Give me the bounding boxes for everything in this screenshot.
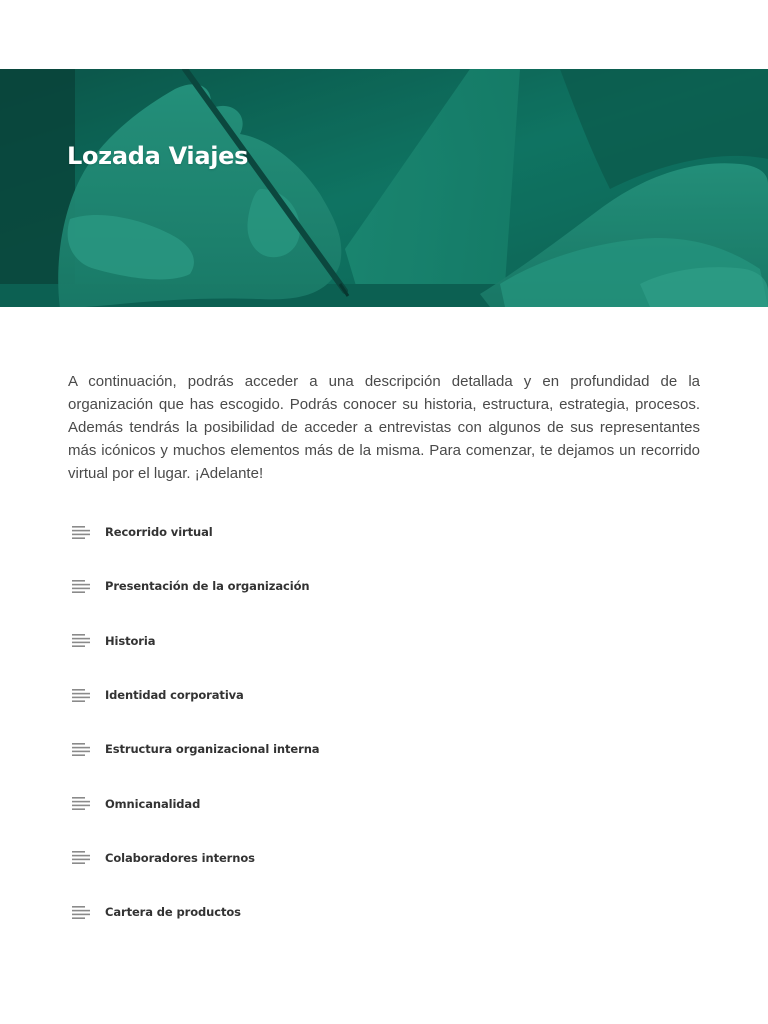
menu-item-presentacion[interactable] (72, 559, 692, 613)
menu-item-label: Cartera de productos (105, 905, 241, 920)
section-menu (72, 505, 692, 939)
hero-image-hands-writing (0, 69, 768, 307)
text-lines-icon (72, 797, 90, 810)
menu-item-identidad-corporativa[interactable] (72, 668, 692, 722)
menu-item-recorrido-virtual[interactable] (72, 505, 692, 559)
menu-item-cartera-de-productos[interactable] (72, 885, 692, 939)
menu-item-label: Omnicanalidad (105, 796, 201, 811)
menu-item-label: Colaboradores internos (105, 850, 255, 865)
menu-item-label: Historia (105, 633, 156, 648)
text-lines-icon (72, 634, 90, 647)
text-lines-icon (72, 689, 90, 702)
menu-item-label: Presentación de la organización (105, 579, 310, 594)
page-title: Lozada Viajes (67, 142, 249, 170)
text-lines-icon (72, 851, 90, 864)
menu-item-label: Recorrido virtual (105, 525, 213, 540)
menu-item-historia[interactable] (72, 614, 692, 668)
menu-item-label: Identidad corporativa (105, 688, 244, 703)
menu-item-omnicanalidad[interactable] (72, 776, 692, 830)
text-lines-icon (72, 526, 90, 539)
text-lines-icon (72, 906, 90, 919)
menu-item-colaboradores-internos[interactable] (72, 831, 692, 885)
menu-item-estructura-organizacional[interactable] (72, 722, 692, 776)
hero-banner (0, 69, 768, 307)
text-lines-icon (72, 580, 90, 593)
intro-paragraph: A continuación, podrás acceder a una descripción detallada y en profundidad de la organización que has escogido. Podrás conocer su historia, estructura, estrategia, procesos. Además tendrás la posibilidad de acceder a entrevistas con algunos de sus representantes más icónicos y muchos elementos más de la misma. Para comenzar, te dejamos un recorrido virtual por el lugar. ¡Adelante! (68, 373, 700, 482)
text-lines-icon (72, 743, 90, 756)
menu-item-label: Estructura organizacional interna (105, 742, 320, 757)
